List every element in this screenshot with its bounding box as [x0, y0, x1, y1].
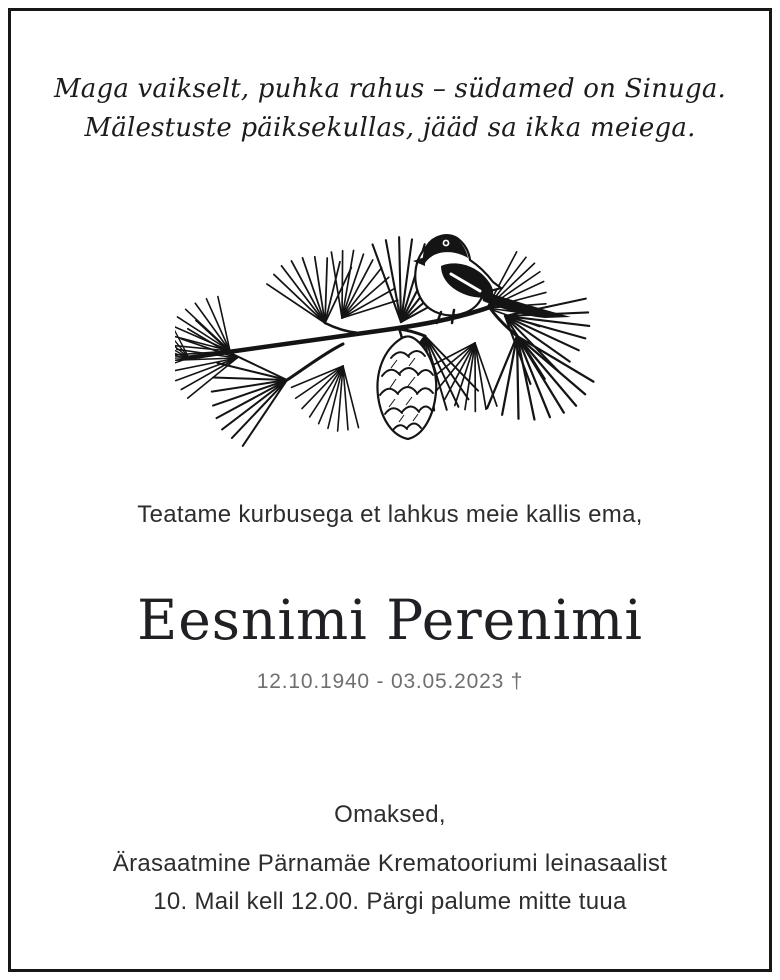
quote-line-2: Mälestuste päiksekullas, jääd sa ikka meiega. [84, 113, 696, 143]
signature-text: Omaksed, [334, 801, 446, 828]
ceremony-details [0, 845, 780, 921]
announcement-text: Teatame kurbusega et lahkus meie kallis ema, [137, 501, 643, 528]
life-dates: 12.10.1940 - 03.05.2023 † [256, 670, 524, 693]
ceremony-line-1: Ärasaatmine Pärnamäe Krematooriumi leinasaalist [112, 850, 668, 877]
bird-pine-branch-illustration [175, 208, 605, 454]
memorial-quote [0, 70, 780, 148]
quote-line-1: Maga vaikselt, puhka rahus – südamed on Sinuga. [53, 74, 727, 104]
deceased-name: Eesnimi Perenimi [137, 588, 643, 652]
pine-cone [377, 336, 436, 439]
ceremony-line-2: 10. Mail kell 12.00. Pärgi palume mitte tuua [153, 888, 627, 915]
